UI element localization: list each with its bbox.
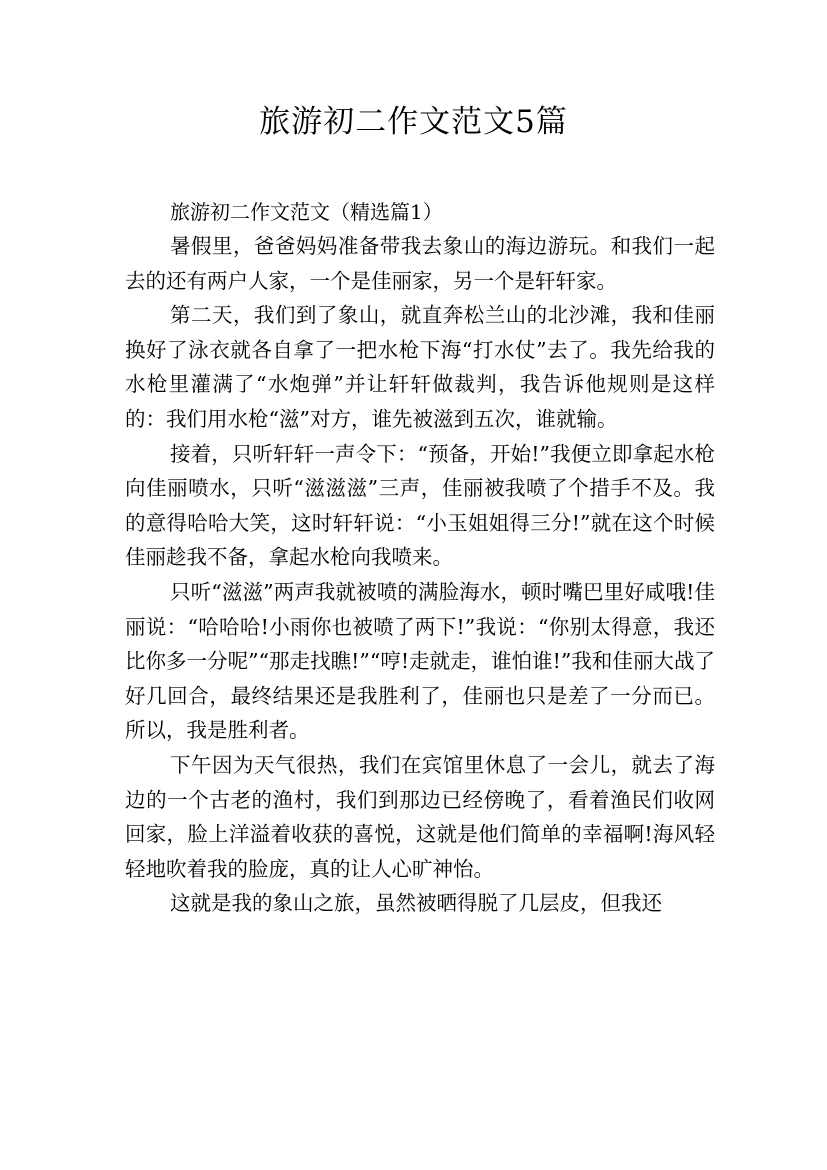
paragraph: 下午因为天气很热，我们在宾馆里休息了一会儿，就去了海边的一个古老的渔村，我们到那边已经傍晚了，看着渔民们收网回家，脸上洋溢着收获的喜悦，这就是他们简单的幸福啊!海风轻轻地吹着我的脸庞，真的让人心旷神怡。: [125, 752, 715, 881]
document-body: [125, 195, 715, 921]
document-title: 旅游初二作文范文5篇: [259, 104, 568, 140]
paragraph: 只听“滋滋”两声我就被喷的满脸海水，顿时嘴巴里好咸哦!佳丽说：“哈哈哈!小雨你也被喷了两下!”我说：“你别太得意，我还比你多一分呢”“那走找瞧!”“哼!走就走，谁怕谁!”我和佳丽大战了好几回合，最终结果还是我胜利了，佳丽也只是差了一分而已。所以，我是胜利者。: [125, 579, 715, 743]
paragraph: 接着，只听轩轩一声令下：“预备，开始!”我便立即拿起水枪向佳丽喷水，只听“滋滋滋”三声，佳丽被我喷了个措手不及。我的意得哈哈大笑，这时轩轩说：“小玉姐姐得三分!”就在这个时候佳丽趁我不备，拿起水枪向我喷来。: [125, 441, 715, 570]
paragraph: 第二天，我们到了象山，就直奔松兰山的北沙滩，我和佳丽换好了泳衣就各自拿了一把水枪下海“打水仗”去了。我先给我的水枪里灌满了“水炮弹”并让轩轩做裁判，我告诉他规则是这样的：我们用水枪“滋”对方，谁先被滋到五次，谁就输。: [125, 303, 715, 431]
section-heading: 旅游初二作文范文（精选篇1）: [170, 200, 443, 224]
paragraph: 这就是我的象山之旅，虽然被晒得脱了几层皮，但我还: [170, 891, 662, 916]
paragraph: 暑假里，爸爸妈妈准备带我去象山的海边游玩。和我们一起去的还有两户人家，一个是佳丽家，另一个是轩轩家。: [125, 234, 715, 293]
